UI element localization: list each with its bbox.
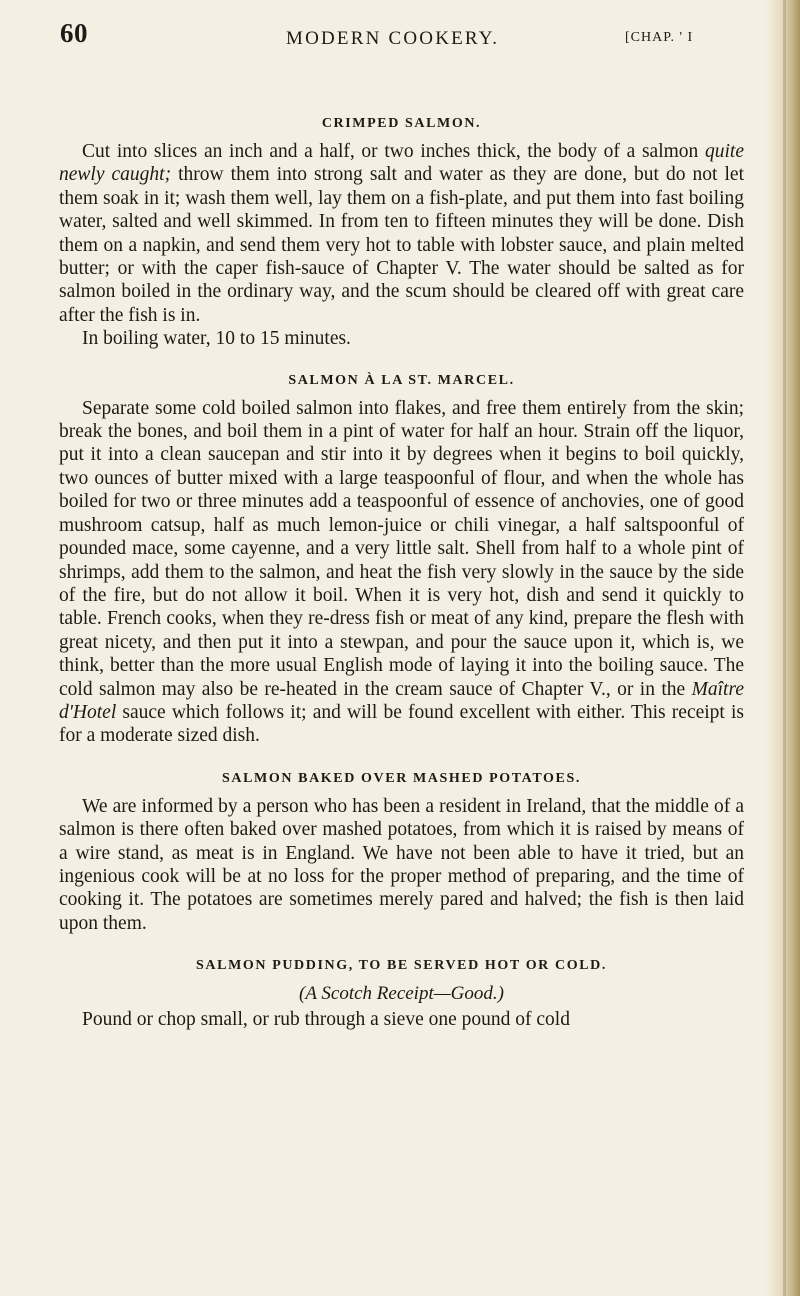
- section-salmon-baked: [59, 769, 744, 935]
- text-run: Cut into slices an inch and a half, or two inches thick, the body of a salmon: [82, 141, 705, 162]
- running-title: MODERN COOKERY.: [286, 28, 500, 49]
- recipe-paragraph: [59, 140, 744, 327]
- recipe-paragraph: We are informed by a person who has been a resident in Ireland, that the middle of a salmon is there often baked over mashed potatoes, from which it is raised by means of a wire stand, as meat is in England. We have not been able to have it tried, but an ingenious cook will be at no loss for the proper method of preparing, and the time of cooking it. The potatoes are sometimes merely pared and halved; the fish is then laid upon them.: [59, 795, 744, 934]
- text-run: sauce which follows it; and will be found excellent with either. This receipt is for a moderate sized dish.: [59, 701, 744, 747]
- text-run: Separate some cold boiled salmon into flakes, and free them entirely from the skin; break the bones, and boil them in a pint of water for half an hour. Strain off the liquor, put it into a clean saucepan and stir into it by degrees when it begins to boil quickly, two ounces of butter mixed with a large teaspoonful of flour, and when the whole has boiled for two or three minutes add a teaspoonful of essence of anchovies, one of good mushroom catsup, half as much lemon-juice or chili vinegar, a half saltspoonful of pounded mace, some cayenne, and a very little salt. Shell from half to a whole pint of shrimps, add them to the salmon, and heat the fish very slowly in the sauce by the side of the fire, but do not allow it boil. When it is very hot, dish and send it quickly to table. French cooks, when they re-dress fish or meat of any kind, prepare the flesh with great nicety, and then put it into a stewpan, and pour the sauce upon it, which is, we think, better than the more usual English mode of laying it into the boiling sauce. The cold salmon may also be re-heated in the cream sauce of Chapter V., or in the: [59, 397, 744, 700]
- section-heading: SALMON BAKED OVER MASHED POTATOES.: [222, 770, 581, 786]
- page-number: 60: [60, 18, 88, 48]
- section-crimped-salmon: [59, 114, 744, 351]
- text-run: throw them into strong salt and water as they are done, but do not let them soak in it; wash them well, lay them on a fish-plate, and put them into fast boiling water, salted and well skimmed. In from ten to fifteen minutes they will be done. Dish them on a napkin, and send them very hot to table with lobster sauce, and plain melted butter; or with the caper fish-sauce of Chapter V. The water should be salted as for salmon boiled in the ordinary way, and the scum should be cleared off with great care after the fish is in.: [59, 164, 744, 326]
- page-edge-line: [783, 0, 786, 1296]
- chapter-marker: [CHAP. ' I: [625, 30, 694, 45]
- cooking-time: In boiling water, 10 to 15 minutes.: [82, 328, 351, 350]
- recipe-paragraph: [59, 397, 744, 748]
- italic-text-run: quite newly caught;: [59, 141, 744, 186]
- section-subtitle: (A Scotch Receipt—Good.): [299, 983, 504, 1005]
- section-heading: CRIMPED SALMON.: [321, 116, 482, 131]
- section-salmon-pudding: [59, 956, 744, 1031]
- section-heading: SALMON À LA ST. MARCEL.: [288, 372, 515, 388]
- running-header: [60, 18, 710, 58]
- recipe-paragraph: Pound or chop small, or rub through a sieve one pound of cold: [82, 1009, 570, 1031]
- italic-text-run: Maître d'Hotel: [59, 678, 744, 723]
- section-salmon-st-marcel: [59, 371, 744, 748]
- section-heading: SALMON PUDDING, TO BE SERVED HOT OR COLD.: [196, 958, 607, 974]
- page-body: [59, 114, 744, 1032]
